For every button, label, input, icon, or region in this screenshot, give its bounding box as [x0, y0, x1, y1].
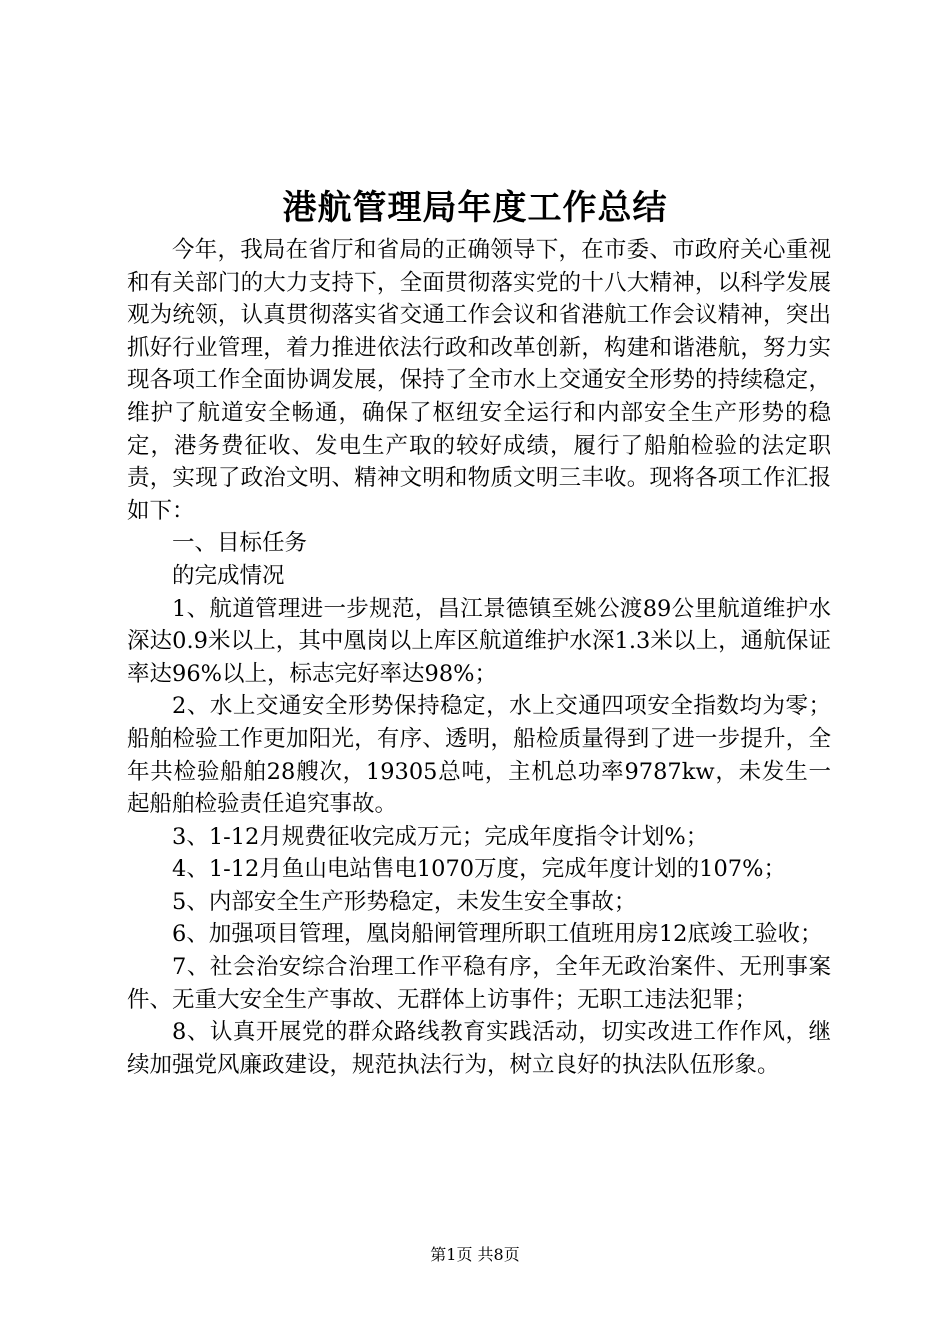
section-heading: 一、目标任务 — [172, 530, 308, 557]
list-item-6: 6、加强项目管理，凰岗船闸管理所职工值班用房12底竣工验收； — [172, 921, 823, 948]
list-item-4: 4、1-12月鱼山电站售电1070万度，完成年度计划的107%； — [172, 856, 786, 883]
document-title: 港航管理局年度工作总结 — [282, 188, 668, 228]
section-heading-continued: 的完成情况 — [172, 562, 285, 589]
list-item-1: 1、航道管理进一步规范，昌江景德镇至姚公渡89公里航道维护水深达0.9米以上，其中凰岗以上库区航道维护水深1.3米以上，通航保证率达96%以上，标志完好率达98%； — [127, 595, 831, 687]
list-item-2: 2、水上交通安全形势保持稳定，水上交通四项安全指数均为零；船舶检验工作更加阳光，有序、透明，船检质量得到了进一步提升，全年共检验船舶28艘次，19305总吨，主机总功率9787kw，未发生一起船舶检验责任追究事故。 — [127, 693, 831, 818]
page-footer: 第1页 共8页 — [430, 1245, 520, 1264]
document-body — [127, 234, 831, 1081]
list-item-7: 7、社会治安综合治理工作平稳有序，全年无政治案件、无刑事案件、无重大安全生产事故、无群体上访事件；无职工违法犯罪； — [127, 954, 831, 1013]
intro-paragraph: 今年，我局在省厅和省局的正确领导下，在市委、市政府关心重视和有关部门的大力支持下，全面贯彻落实党的十八大精神，以科学发展观为统领，认真贯彻落实省交通工作会议和省港航工作会议精神，突出抓好行业管理，着力推进依法行政和改革创新，构建和谐港航，努力实现各项工作全面协调发展，保持了全市水上交通安全形势的持续稳定，维护了航道安全畅通，确保了枢纽安全运行和内部安全生产形势的稳定，港务费征收、发电生产取的较好成绩，履行了船舶检验的法定职责，实现了政治文明、精神文明和物质文明三丰收。现将各项工作汇报如下： — [127, 237, 831, 524]
list-item-5: 5、内部安全生产形势稳定，未发生安全事故； — [172, 888, 637, 915]
list-item-3: 3、1-12月规费征收完成万元；完成年度指令计划%； — [172, 823, 709, 850]
list-item-8: 8、认真开展党的群众路线教育实践活动，切实改进工作作风，继续加强党风廉政建设，规范执法行为，树立良好的执法队伍形象。 — [127, 1019, 831, 1078]
